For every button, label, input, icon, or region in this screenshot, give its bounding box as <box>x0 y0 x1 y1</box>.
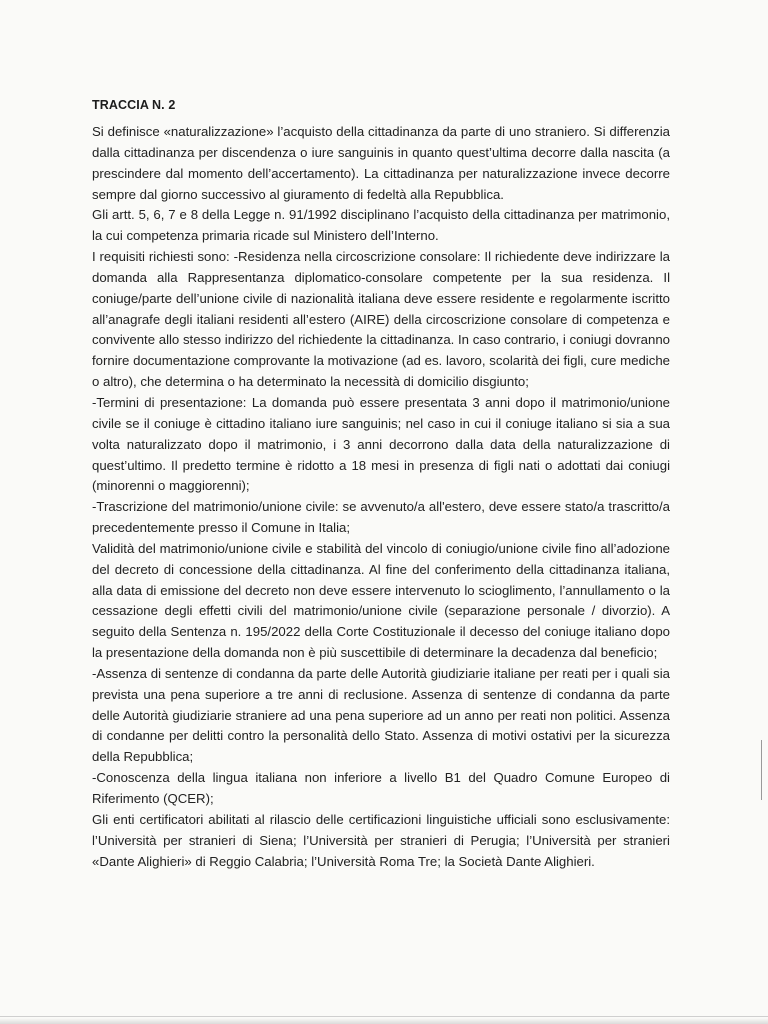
document-body <box>92 122 670 872</box>
paragraph-requisiti-residenza: I requisiti richiesti sono: -Residenza nella circoscrizione consolare: Il richiedente deve indirizzare la domanda alla Rappresentanza diplomatico-consolare competente per la sua residenza. Il coniuge/parte dell’unione civile di nazionalità italiana deve essere residente e regolarmente iscritto all’anagrafe degli italiani residenti all’estero (AIRE) della circoscrizione consolare di competenza e convivente allo stesso indirizzo del richiedente la cittadinanza. In caso contrario, i coniugi dovranno fornire documentazione comprovante la motivazione (ad es. lavoro, scolarità dei figli, cure mediche o altro), che determina o ha determinato la necessità di domicilio disgiunto; <box>92 249 670 390</box>
paragraph-validita: Validità del matrimonio/unione civile e stabilità del vincolo di coniugio/unione civile fino all’adozione del decreto di concessione della cittadinanza. Al fine del conferimento della cittadinanza italiana, alla data di emissione del decreto non deve essere intervenuto lo scioglimento, l’annullamento o la cessazione degli effetti civili del matrimonio/unione civile (separazione personale / divorzio). A seguito della Sentenza n. 195/2022 della Corte Costituzionale il decesso del coniuge italiano dopo la presentazione della domanda non è più suscettibile di determinare la decadenza dal beneficio; <box>92 540 670 661</box>
paragraph-legge: Gli artt. 5, 6, 7 e 8 della Legge n. 91/1992 disciplinano l’acquisto della cittadinanza per matrimonio, la cui competenza primaria ricade sul Ministero dell’Interno. <box>92 207 670 244</box>
paragraph-enti-certificatori: Gli enti certificatori abilitati al rilascio delle certificazioni linguistiche ufficiali sono esclusivamente: l’Università per stranieri di Siena; l’Università per stranieri di Perugia; l’Università per stranieri «Dante Alighieri» di Reggio Calabria; l’Università Roma Tre; la Società Dante Alighieri. <box>92 811 670 869</box>
paragraph-termini-presentazione: -Termini di presentazione: La domanda può essere presentata 3 anni dopo il matrimonio/unione civile se il coniuge è cittadino italiano iure sanguinis; nel caso in cui il coniuge italiano si sia a sua volta naturalizzato dopo il matrimonio, i 3 anni decorrono dalla data della naturalizzazione di quest’ultimo. Il predetto termine è ridotto a 18 mesi in presenza di figli nati o adottati dai coniugi (minorenni o maggiorenni); <box>92 394 670 494</box>
paragraph-naturalizzazione: Si definisce «naturalizzazione» l’acquisto della cittadinanza da parte di uno straniero. Si differenzia dalla cittadinanza per discendenza o iure sanguinis in quanto quest’ultima decorre dalla nascita (a prescindere dal momento dell’accertamento). La cittadinanza per naturalizzazione invece decorre sempre dal giorno successivo al giuramento di fedeltà alla Repubblica. <box>92 124 670 202</box>
scan-bottom-line <box>0 1016 768 1017</box>
document-heading: TRACCIA N. 2 <box>92 98 176 112</box>
paragraph-lingua: -Conoscenza della lingua italiana non inferiore a livello B1 del Quadro Comune Europeo di Riferimento (QCER); <box>92 770 670 806</box>
scan-edge-mark <box>761 740 762 800</box>
paragraph-assenza-condanne: -Assenza di sentenze di condanna da parte delle Autorità giudiziarie italiane per reati per i quali sia prevista una pena superiore a tre anni di reclusione. Assenza di sentenze di condanna da parte delle Autorità giudiziarie straniere ad una pena superiore ad un anno per reati non politici. Assenza di condanne per delitti contro la personalità dello Stato. Assenza di motivi ostativi per la sicurezza della Repubblica; <box>92 665 670 765</box>
paragraph-trascrizione: -Trascrizione del matrimonio/unione civile: se avvenuto/a all'estero, deve essere stato/a trascritto/a precedentemente presso il Comune in Italia; <box>92 499 670 536</box>
scan-bottom-shadow <box>0 1018 768 1024</box>
